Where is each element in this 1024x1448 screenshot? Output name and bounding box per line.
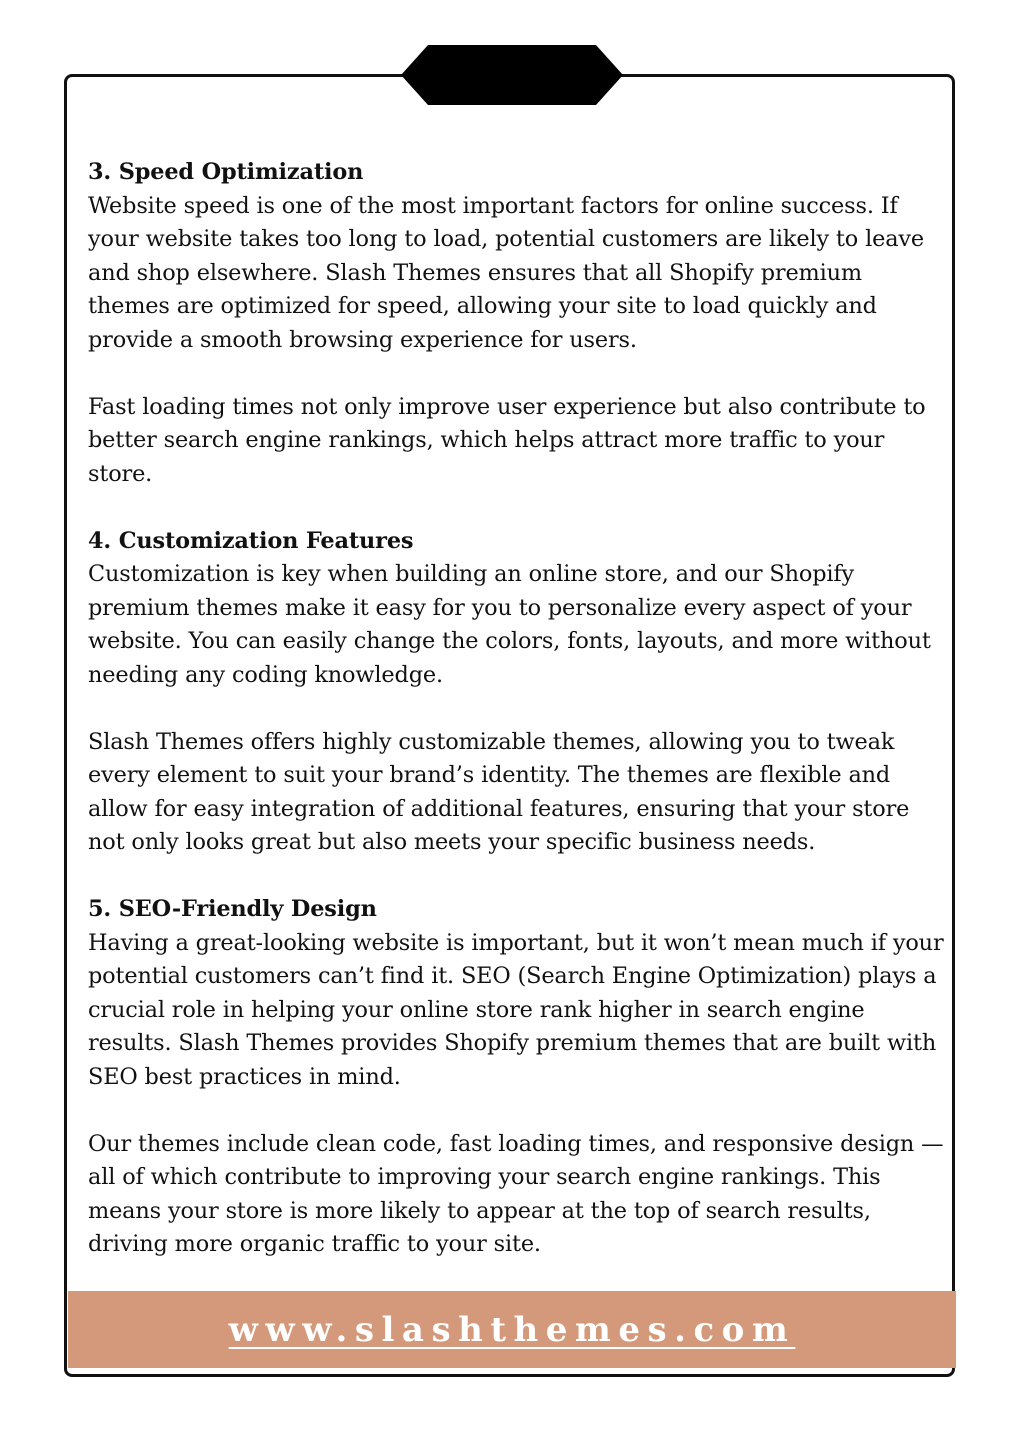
hexagon-tab-icon <box>400 44 624 106</box>
paragraph-spacer <box>88 860 944 894</box>
paragraph-seo-1: Having a great-looking website is important, but it won’t mean much if your potential customers can’t find it. SEO (Search Engine Optimization) plays a crucial role in helping your online store rank higher in search engine results. Slash Themes provides Shopify premium themes that are built with SEO best practices in mind. <box>88 929 944 1090</box>
paragraph-spacer <box>88 357 944 391</box>
paragraph-speed-2: Fast loading times not only improve user experience but also contribute to better search engine rankings, which helps attract more traffic to your store. <box>88 393 926 487</box>
section-heading-customization: 4. Customization Features <box>88 527 414 554</box>
paragraph-speed-1: Website speed is one of the most important factors for online success. If your website takes too long to load, potential customers are likely to leave and shop elsewhere. Slash Themes ensures that all Shopify premium themes are optimized for speed, allowing your site to load quickly and provide a smooth browsing experience for users. <box>88 192 924 353</box>
document-body <box>88 156 944 1262</box>
website-link[interactable]: www.slashthemes.com <box>228 1309 796 1350</box>
footer-banner <box>68 1291 956 1368</box>
paragraph-spacer <box>88 692 944 726</box>
paragraph-seo-2: Our themes include clean code, fast loading times, and responsive design — all of which contribute to improving your search engine rankings. This means your store is more likely to appear at the top of search results, driving more organic traffic to your site. <box>88 1130 944 1257</box>
paragraph-spacer <box>88 491 944 525</box>
section-heading-seo: 5. SEO-Friendly Design <box>88 896 377 922</box>
paragraph-spacer <box>88 1094 944 1128</box>
section-heading-speed: 3. Speed Optimization <box>88 159 364 185</box>
paragraph-customization-1: Customization is key when building an online store, and our Shopify premium themes make it easy for you to personalize every aspect of your website. You can easily change the colors, fonts, layouts, and more without needing any coding knowledge. <box>88 561 931 688</box>
paragraph-customization-2: Slash Themes offers highly customizable themes, allowing you to tweak every element to suit your brand’s identity. The themes are flexible and allow for easy integration of additional features, ensuring that your store not only looks great but also meets your specific business needs. <box>88 728 910 855</box>
